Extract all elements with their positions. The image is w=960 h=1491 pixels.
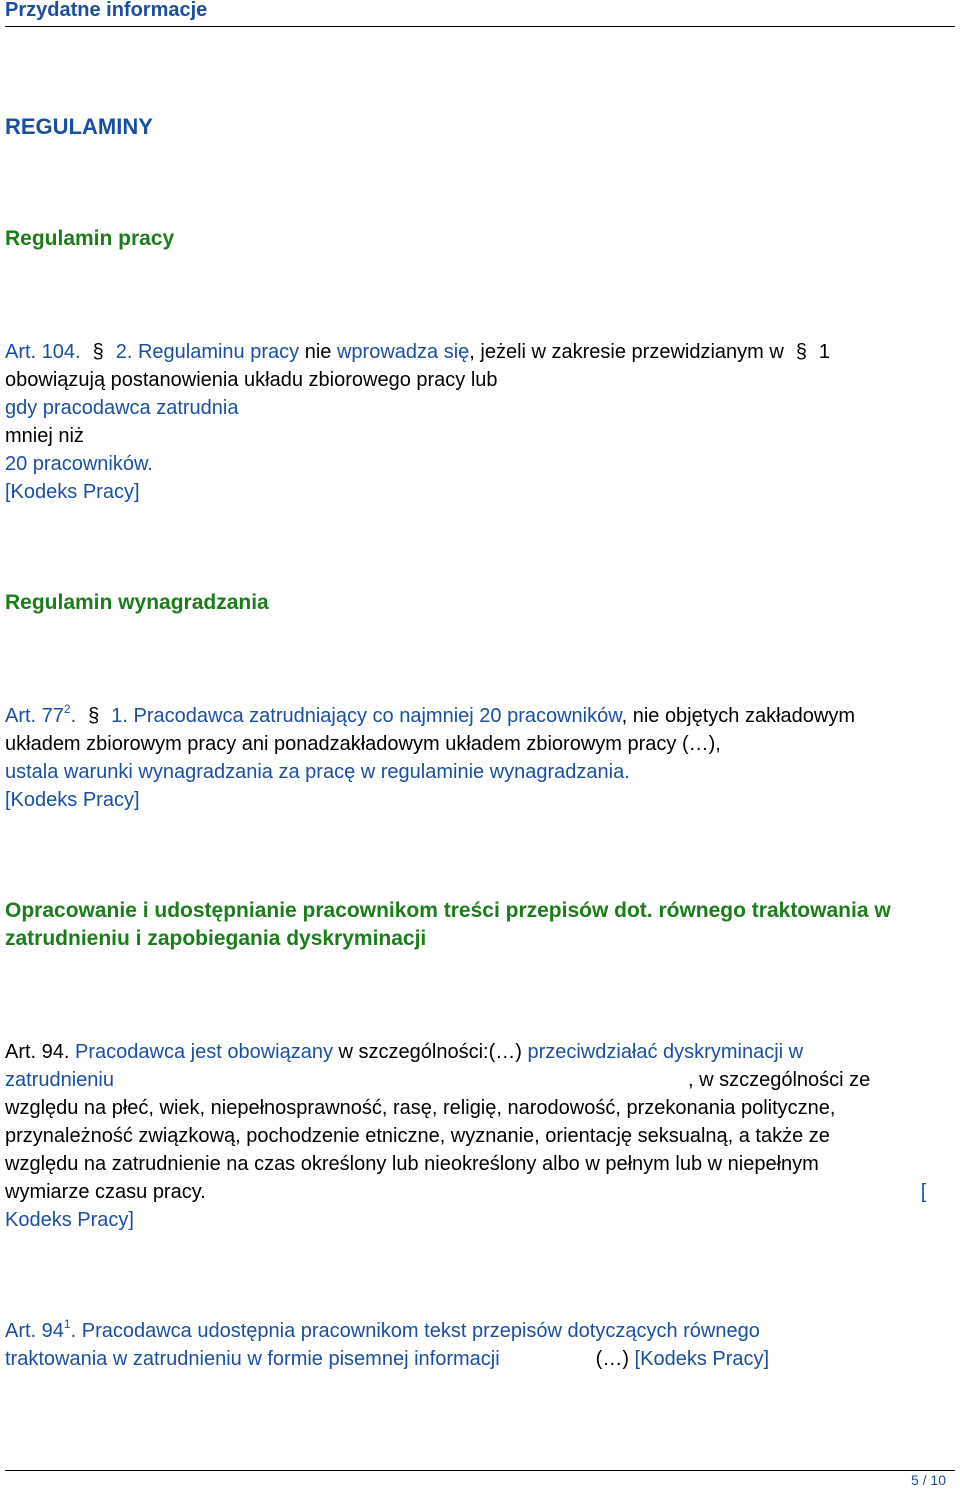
section-sign: § — [795, 341, 807, 363]
text-span: , nie objętych zakładowym — [621, 705, 856, 727]
text-line — [5, 338, 952, 366]
text-link[interactable]: 2. — [110, 341, 138, 363]
text-span: Art. 94. — [5, 1041, 76, 1063]
footer-divider — [5, 1470, 955, 1471]
page-number: 5 / 10 — [910, 1472, 946, 1488]
text-line — [5, 450, 952, 478]
text-line — [5, 394, 952, 422]
text-span: 1 — [813, 341, 831, 363]
text-link[interactable]: . — [70, 705, 82, 727]
text-span: , jeżeli w zakresie przewidzianym w — [469, 341, 790, 363]
text-link[interactable]: [Kodeks Pracy] — [5, 789, 140, 811]
text-span: względu na płeć, wiek, niepełnosprawność, rasę, religię, narodowość, przekonania polityczne, — [5, 1097, 836, 1119]
text-link[interactable]: zatrudnieniu — [5, 1069, 114, 1091]
text-line — [5, 1150, 952, 1178]
heading-regulamin-pracy: Regulamin pracy — [5, 227, 175, 250]
text-line — [5, 786, 952, 814]
text-link[interactable]: Pracodawca udostępnia pracownikom tekst przepisów dotyczących równego — [81, 1320, 760, 1342]
text-line — [5, 1317, 952, 1345]
text-link[interactable]: Regulaminu pracy — [137, 341, 300, 363]
text-span: , w szczególności ze — [687, 1069, 871, 1091]
section-sign: § — [92, 341, 104, 363]
text-line — [5, 422, 952, 450]
text-link[interactable]: 20 pracowników. — [5, 453, 153, 475]
text-link[interactable]: [Kodeks Pracy] — [5, 481, 140, 503]
section-heading: REGULAMINY — [5, 114, 153, 139]
paragraph-art-104 — [5, 338, 952, 506]
text-span: (…) — [595, 1348, 635, 1370]
text-link[interactable]: Art. 94 — [5, 1320, 64, 1342]
text-span: układem zbiorowym pracy ani ponadzakładowym układem zbiorowym pracy (…), — [5, 733, 721, 755]
text-line — [5, 1206, 952, 1234]
heading-rowne-traktowanie — [5, 897, 952, 953]
text-span: względu na zatrudnienie na czas określony lub nieokreślony albo w pełnym lub w niepełnym — [5, 1153, 819, 1175]
text-link[interactable]: [Kodeks Pracy] — [634, 1348, 770, 1370]
text-span: mniej niż — [5, 425, 84, 447]
text-link[interactable]: Pracodawca jest obowiązany — [75, 1041, 333, 1063]
text-span: nie — [299, 341, 337, 363]
text-link[interactable]: 2 — [63, 702, 71, 717]
text-link[interactable]: gdy pracodawca zatrudnia — [5, 397, 239, 419]
text-link[interactable]: Art. 77 — [5, 705, 64, 727]
text-link[interactable]: Pracodawca zatrudniający co najmniej 20 pracowników — [133, 705, 622, 727]
text-span: wymiarze czasu pracy. — [5, 1181, 206, 1203]
text-link[interactable]: wprowadza się — [336, 341, 470, 363]
text-line — [5, 1066, 952, 1094]
heading-line: zatrudnieniu i zapobiegania dyskryminacji — [5, 927, 427, 950]
text-line — [5, 758, 952, 786]
text-span: obowiązują postanowienia układu zbiorowego pracy lub — [5, 369, 498, 391]
text-line — [5, 366, 952, 394]
text-link[interactable]: traktowania w zatrudnieniu w formie pisemnej informacji — [5, 1348, 500, 1370]
text-link[interactable]: przeciwdziałać dyskryminacji w — [527, 1041, 804, 1063]
text-link[interactable]: . — [70, 1320, 82, 1342]
section-sign: § — [88, 705, 100, 727]
text-line — [5, 730, 952, 758]
text-line — [5, 1345, 952, 1373]
text-span: w szczególności:(…) — [332, 1041, 528, 1063]
text-line — [5, 1094, 952, 1122]
paragraph-art-77 — [5, 702, 952, 814]
text-link[interactable]: ustala warunki wynagradzania za pracę w regulaminie wynagradzania. — [5, 761, 630, 783]
text-link[interactable]: [ — [920, 1181, 927, 1203]
header-divider — [5, 26, 955, 27]
text-line — [5, 1038, 952, 1066]
text-link[interactable]: Art. 104. — [5, 341, 87, 363]
text-line — [5, 1122, 952, 1150]
text-span: przynależność związkową, pochodzenie etniczne, wyznanie, orientację seksualną, a także ze — [5, 1125, 830, 1147]
heading-line: Opracowanie i udostępnianie pracownikom treści przepisów dot. równego traktowania w — [5, 899, 891, 922]
text-link[interactable]: 1 — [63, 1317, 71, 1332]
heading-regulamin-wynagradzania: Regulamin wynagradzania — [5, 591, 269, 614]
paragraph-art-94 — [5, 1038, 952, 1234]
text-line — [5, 478, 952, 506]
text-link[interactable]: 1. — [105, 705, 134, 727]
text-line — [5, 1178, 952, 1206]
paragraph-art-94-1 — [5, 1317, 952, 1373]
text-link[interactable]: Kodeks Pracy] — [5, 1209, 134, 1231]
header-title[interactable]: Przydatne informacje — [5, 0, 208, 21]
text-line — [5, 702, 952, 730]
